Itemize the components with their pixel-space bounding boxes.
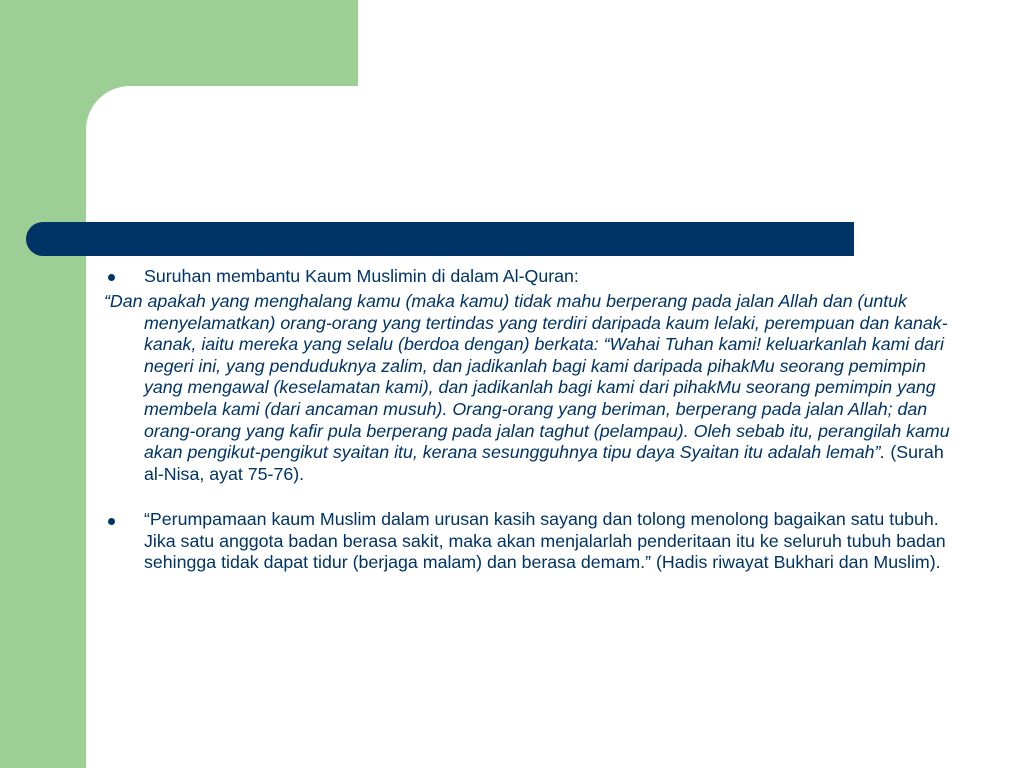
bullet-dot-icon — [108, 518, 115, 525]
quote-text: “Dan apakah yang menghalang kamu (maka kamu) tidak mahu berperang pada jalan Allah dan (untuk menyelamatkan) orang-orang yang tertindas yang terdiri daripada kaum lelaki, perempuan dan kanak-kanak, iaitu mereka yang selalu (berdoa dengan) berkata: “Wahai Tuhan kami! keluarkanlah kami dari negeri ini, yang penduduknya zalim, dan jadikanlah bagi kami daripada pihakMu seorang pemimpin yang mengawal (keselamatan kami), dan jadikanlah bagi kami dari pihakMu seorang pemimpin yang membela kami (dari ancaman musuh). Orang-orang yang beriman, berperang pada jalan Allah; dan orang-orang yang kafir pula berperang pada jalan taghut (pelampau). Oleh sebab itu, perangilah kamu akan pengikut-pengikut syaitan itu, kerana sesungguhnya tipu daya Syaitan itu adalah lemah”. — [104, 291, 950, 463]
bullet-text: Suruhan membantu Kaum Muslimin di dalam Al-Quran: — [144, 266, 579, 286]
quran-quote — [104, 291, 954, 485]
slide-body — [104, 266, 954, 574]
bullet-item — [104, 266, 954, 287]
bullet-text: “Perumpamaan kaum Muslim dalam urusan kasih sayang dan tolong menolong bagaikan satu tubuh. Jika satu anggota badan berasa sakit, maka akan menjalarlah penderitaan itu ke seluruh tubuh badan sehingga tidak dapat tidur (berjaga malam) dan berasa demam.” (Hadis riwayat Bukhari dan Muslim). — [144, 509, 946, 573]
title-bar — [26, 222, 854, 256]
quote-source: (Surah al-Nisa, ayat 75-76). — [144, 442, 944, 484]
bullet-dot-icon — [108, 274, 115, 281]
bullet-item — [104, 509, 954, 573]
